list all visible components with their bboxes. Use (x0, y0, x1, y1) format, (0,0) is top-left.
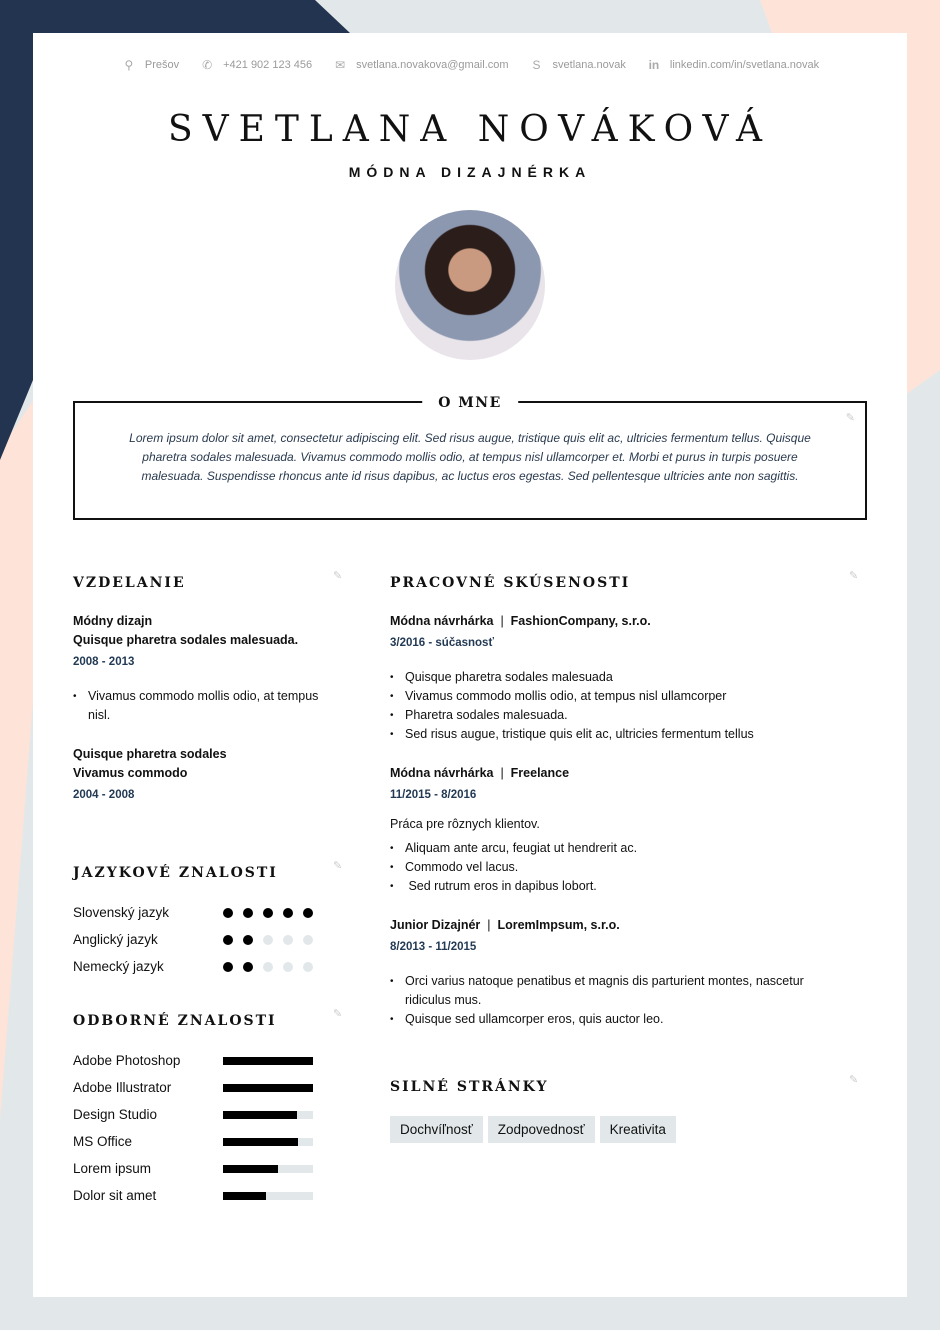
job-dates: 3/2016 - súčasnosť (390, 637, 494, 649)
skype-icon: S (532, 58, 541, 72)
skill-bar-fill (223, 1084, 313, 1092)
skill-bar-fill (223, 1057, 313, 1065)
level-dot (243, 962, 253, 972)
level-dot (303, 962, 313, 972)
skill-bar-fill (223, 1111, 297, 1119)
job-bullet: • Quisque pharetra sodales malesuada (390, 668, 840, 687)
language-row (73, 905, 313, 920)
job-header (390, 614, 651, 628)
full-name: SVETLANA NOVÁKOVÁ (167, 109, 773, 150)
pencil-icon[interactable]: ✎ (333, 1008, 343, 1020)
skill-bar (223, 1057, 313, 1065)
education-bullet: • Vivamus commodo mollis odio, at tempus nisl. (73, 687, 343, 725)
strength-tag: Dochvíľnosť (390, 1116, 483, 1143)
skill-bar (223, 1111, 313, 1119)
resume-page (33, 33, 907, 1297)
level-dot (223, 908, 233, 918)
experience-heading: PRACOVNÉ SKÚSENOSTI (390, 575, 631, 591)
skill-bar (223, 1165, 313, 1173)
job-company: FashionCompany, s.r.o. (510, 614, 651, 628)
skill-row (73, 1107, 313, 1122)
job-company: Freelance (510, 766, 570, 780)
contact-phone[interactable]: +421 902 123 456 (223, 59, 313, 71)
level-dot (283, 935, 293, 945)
language-name: Slovenský jazyk (73, 905, 170, 920)
skill-bar (223, 1138, 313, 1146)
phone-icon: ✆ (202, 58, 213, 72)
separator: | (487, 918, 491, 932)
about-text: Lorem ipsum dolor sit amet, consectetur adipiscing elit. Sed risus augue, tristique quis elit ac, ultricies fermentum tellus. Quisque pharetra sodales malesuada. Vivamus commodo mollis odio, at tempus nisl ullamcorper et. Morbi et purus in turpis posuere malesuada. Suspendisse rhoncus ante id risus dapibus, ac luctus eros egestas. Sed pellentesque ultricies ante non sagittis. (129, 431, 811, 483)
education-school: Vivamus commodo (73, 766, 188, 780)
language-row (73, 959, 313, 974)
languages-heading: JAZYKOVÉ ZNALOSTI (73, 865, 278, 881)
contact-skype[interactable]: svetlana.novak (552, 59, 626, 71)
level-dot (243, 935, 253, 945)
strength-tag: Zodpovednosť (488, 1116, 595, 1143)
job-title: MÓDNA DIZAJNÉRKA (348, 164, 592, 180)
strengths-heading: SILNÉ STRÁNKY (390, 1079, 549, 1095)
level-dot (223, 935, 233, 945)
job-bullet: • Vivamus commodo mollis odio, at tempus nisl ullamcorper (390, 687, 840, 706)
skill-name: Design Studio (73, 1107, 158, 1122)
education-title: Quisque pharetra sodales (73, 747, 227, 761)
education-heading: VZDELANIE (73, 575, 186, 591)
skill-name: MS Office (73, 1134, 133, 1149)
level-dot (243, 908, 253, 918)
contact-email[interactable]: svetlana.novakova@gmail.com (356, 59, 509, 71)
language-row (73, 932, 313, 947)
separator: | (500, 766, 504, 780)
job-header (390, 766, 569, 780)
job-company: LoremImpsum, s.r.o. (497, 918, 620, 932)
language-level (223, 935, 313, 945)
skill-name: Dolor sit amet (73, 1188, 157, 1203)
skill-bar-fill (223, 1138, 298, 1146)
level-dot (263, 908, 273, 918)
education-dates: 2004 - 2008 (73, 789, 135, 801)
job-bullet: • Sed rutrum eros in dapibus lobort. (390, 877, 840, 896)
job-bullet: • Sed risus augue, tristique quis elit ac, ultricies fermentum tellus (390, 725, 840, 744)
job-role: Junior Dizajnér (390, 918, 481, 932)
job-role: Módna návrhárka (390, 614, 494, 628)
level-dot (283, 908, 293, 918)
strength-tag: Kreativita (600, 1116, 676, 1143)
job-bullet: • Aliquam ante arcu, feugiat ut hendrerit ac. (390, 839, 840, 858)
skill-row (73, 1134, 313, 1149)
level-dot (263, 935, 273, 945)
job-bullet: • Commodo vel lacus. (390, 858, 840, 877)
skill-row (73, 1188, 313, 1203)
level-dot (223, 962, 233, 972)
job-header (390, 918, 620, 932)
level-dot (283, 962, 293, 972)
skill-name: Adobe Photoshop (73, 1053, 181, 1068)
language-level (223, 962, 313, 972)
level-dot (263, 962, 273, 972)
profile-photo (395, 210, 545, 360)
contact-linkedin[interactable]: linkedin.com/in/svetlana.novak (669, 59, 820, 71)
location-pin-icon: ⚲ (124, 58, 134, 72)
job-dates: 11/2015 - 8/2016 (390, 789, 477, 801)
skill-name: Adobe Illustrator (73, 1080, 172, 1095)
skill-bar-fill (223, 1192, 266, 1200)
pencil-icon[interactable]: ✎ (849, 570, 859, 582)
skill-bar (223, 1084, 313, 1092)
job-bullet: • Quisque sed ullamcorper eros, quis auctor leo. (390, 1010, 840, 1029)
job-dates: 8/2013 - 11/2015 (390, 941, 477, 953)
strength-tags (390, 1116, 676, 1143)
skill-name: Lorem ipsum (73, 1161, 152, 1176)
language-name: Anglický jazyk (73, 932, 158, 947)
envelope-icon: ✉ (335, 58, 346, 72)
level-dot (303, 908, 313, 918)
language-name: Nemecký jazyk (73, 959, 164, 974)
linkedin-icon: in (648, 58, 660, 72)
skill-bar (223, 1192, 313, 1200)
level-dot (303, 935, 313, 945)
contact-bar (33, 58, 907, 72)
pencil-icon[interactable]: ✎ (333, 860, 343, 872)
contact-location[interactable]: Prešov (144, 59, 180, 71)
pencil-icon[interactable]: ✎ (849, 1074, 859, 1086)
education-dates: 2008 - 2013 (73, 656, 135, 668)
education-school: Quisque pharetra sodales malesuada. (73, 633, 299, 647)
skill-bar-fill (223, 1165, 278, 1173)
job-role: Módna návrhárka (390, 766, 494, 780)
skill-row (73, 1053, 313, 1068)
separator: | (500, 614, 504, 628)
job-description: Práca pre rôznych klientov. (390, 817, 540, 831)
skill-row (73, 1161, 313, 1176)
pencil-icon[interactable]: ✎ (333, 570, 343, 582)
education-title: Módny dizajn (73, 614, 153, 628)
job-bullet: • Orci varius natoque penatibus et magnis dis parturient montes, nascetur ridiculus mus. (390, 972, 840, 1010)
pencil-icon[interactable]: ✎ (845, 412, 855, 424)
about-section (73, 395, 867, 520)
job-bullet: • Pharetra sodales malesuada. (390, 706, 840, 725)
skills-heading: ODBORNÉ ZNALOSTI (73, 1013, 277, 1029)
language-level (223, 908, 313, 918)
skill-row (73, 1080, 313, 1095)
about-heading: O MNE (422, 395, 518, 411)
